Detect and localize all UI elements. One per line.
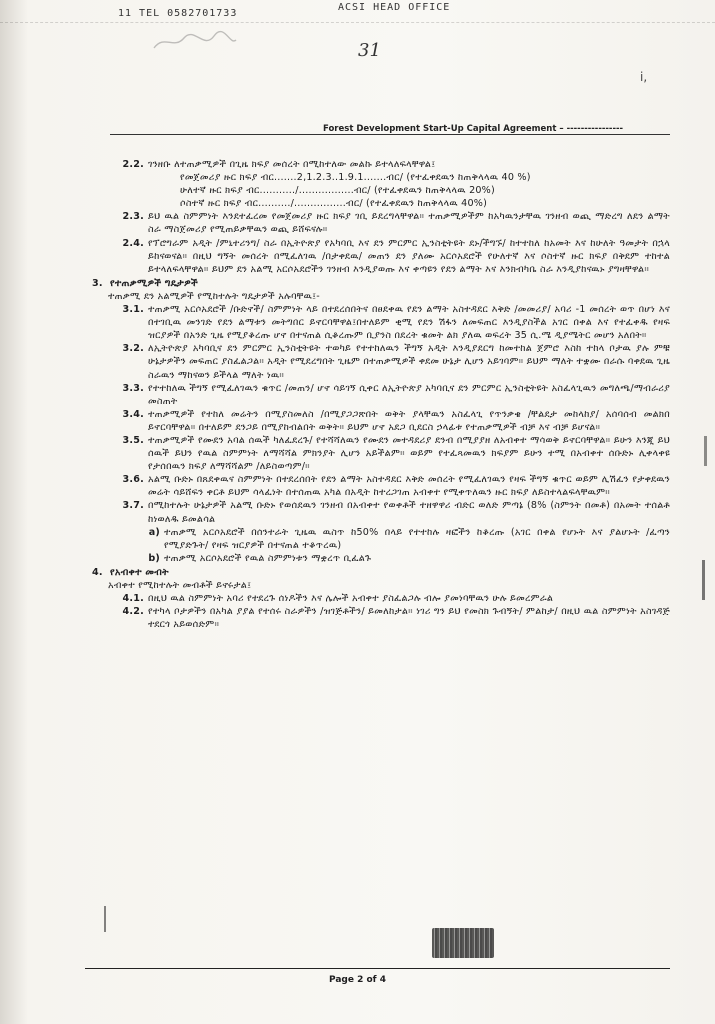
margin-mark: [104, 906, 106, 932]
fax-sender-line: 11 TEL 0582701733: [118, 8, 238, 19]
clause-text: የተተከለዉ ችግኝ የሚፈለገዉን ቁጥር /መጠን/ ሆኖ ሳይገኝ ሲቀር ለኢትዮጵያ አካባቢና ደን ምርምር ኢንስቲትዩት አስፈላጊዉን መግለጫ/ማብራሪያ መስጠት: [148, 382, 670, 407]
clause-text: ሶስተኛ ዙር ክፍያ ብር........../................ብር/ (የተፈቀደዉን ከጠቅላላዉ 40%): [180, 198, 488, 210]
clause-number: 2.4.: [122, 237, 144, 249]
section-heading: [90, 566, 670, 579]
payment-line: [90, 184, 670, 197]
clause-text: በሚከተሉት ሁኔታዎች አልሚ ቡድኑ የወሰደዉን ገንዘብ በአብቀተ የወቀቶች ተዘዋዋሪ ብድር ወለድ ምጣኔ (8% (ስምንት በመቶ) በአመት ተሰልቶ ከነወለዱ ይመልሳል: [148, 500, 670, 525]
clause-text: የተጠቃሚዎች ግዴታዎች: [110, 277, 198, 289]
clause: [90, 210, 670, 236]
clause: [90, 382, 670, 408]
clause: [90, 158, 670, 171]
clause-number: 2.3.: [122, 211, 144, 223]
margin-mark: [702, 560, 705, 600]
clause-number: 2.2.: [122, 159, 144, 170]
clause-number: 3.6.: [122, 474, 144, 486]
clause-number: 3.2.: [122, 343, 144, 355]
clause: [90, 408, 670, 434]
section-intro: [90, 579, 670, 592]
section-intro: [90, 290, 670, 303]
clause-text: አልሚ ቡድኑ በጸደቀዉና ስምምነት በተደረሰበት የደን ልማት አስተዳደር እቅድ መሰረት የሚፈለገዉን የዛፍ ችግኝ ቁጥር ወይም ሊሽፈን የታቀደዉን መሬት ሳይሸፍን ቀርቶ ይህም ሳላፈነት በተሰጠዉ አካል በአዲት ከተረጋገጠ አብቀተ የሚቀጥለዉን ዙር ክፍያ ለይስተላልፍላቸዉም።: [148, 474, 670, 499]
clause: [90, 605, 670, 631]
clause-number: 4.1.: [122, 593, 144, 605]
sub-clause: [90, 552, 670, 565]
clause-text: የመጀመሪያ ዙር ክፍያ ብር.......2,1.2.3..1.9.1.......ብር/ (የተፈቀደዉን ከጠቅላላዉ 40 %): [180, 172, 531, 184]
clause-text: በዚህ ዉል ስምምነት አባሪ የተደረጉ ሰነዶችን እና ሌሎች አብቀተ ያስፈልጋሉ ብሎ ያመነባቸዉን ሁሉ ይመረምራል: [148, 593, 554, 605]
section-heading: [90, 277, 670, 290]
payment-line: [90, 197, 670, 210]
clause-number: b): [148, 552, 160, 564]
clause-number: 4.2.: [122, 606, 144, 618]
clause-number: 3.5.: [122, 434, 144, 446]
clause-text: ተጠቃሚዎች የተከለ መሬትን በሚያስመለስ /በሚያጋጋጽበት ወቅት ያላቸዉን አስፈላጊ የጥንቃቄ /ቸልደታ መከላከያ/ አሰባሰብ መልክበ ይኖርባቸዋል። በተለይም ደንጋይ በሚያከብልበት ወቅት። ይህም ሆኖ አደጋ ቢደርስ ኃላፊቱ የተጠቃሚዎች ብቻ እና ብቻ ይሆናል።: [148, 408, 670, 433]
handwritten-page-number: 31: [358, 40, 381, 61]
footer-rule: [85, 968, 670, 969]
clause-text: ተጠቃሚዎች የሙደን አባል ሰዉች ካለፈደረጉ/ የተሻሻለዉን የሙደን መተዳደሪያ ደንብ በሚያያዘ ለአብቀተ ማሳወቅ ይኖርባቸዋል። ይሁን እንጂ ይህ ሰዉች ይህን የዉል ስምምነት ለማሻሻል ምክንያት ሊሆን አይችልም። ወይም የተፈጻመዉን ክፍያም ይሁን ተሚ በአብቀተ ሰቡድኑ ሊቀላቀዩ የታሰበዉን ክፍያ ለማሻሻልም /ለይስወጣም/።: [148, 434, 670, 473]
clause-text: ተጠቃሚ አርሶአደሮች /ቡድኖች/ ስምምነት ላይ በተደረሰበትና በፀደቀዉ የደን ልማት አስተዳደር እቅድ /መመሪያ/ አባሪ -1 መሰረት ወጥ በሆነ እና በተገቢዉ መንገድ የደን ልማቱን መትግበር ይኖርባቸዋል፤በተለይም ቂሚ የደን ሽፋን ለመፍጠር እንዲያስችል አገር በቀል እና የተፈቀዱ የዛፍ ዝርያዎች በአንድ ጊዜ የሚያቆረጡ ሆኖ በተናጠል ሲቆረጡም ቢያንስ በደረት ቁመት ልክ ያለዉ ወፍረት 35 ሲ.ሜ ዲያሜትር መሆን አለበት።: [148, 304, 670, 342]
clause: [90, 499, 670, 525]
clause-number: a): [148, 526, 160, 538]
clause-text: ተጠቃሚ አርሶአደሮች የዉል ስምምነቱን ማቋረጥ ቢፈልጉ: [164, 552, 372, 564]
clause-text: ለኢትዮጵያ አካባቢና ደን ምርምር ኢንስቲትዩት ተወካይ የተተከለዉን ችግኝ አዲት እንዲያደርግ ከመተከል ጀምሮ እስከ ተከላ ቦታዉ ያሉ ምቹ ሁኔታዎችን መፍጠር ያስፈልጋል። አዲት የሚደረግበት ጊዜም በተጠቃሚዎች ቀደመ ሁኔታ ሊሆን አይገባም። ይህም ማለት ተቋሙ በራሱ ባቀደዉ ጊዜ ስራዉን ማከናወን ይችላል ማለት ነዉ።: [148, 343, 670, 381]
scan-smudge: [432, 928, 494, 958]
agreement-header-title: Forest Development Start-Up Capital Agreement – ----------------: [323, 124, 624, 134]
clause: [90, 237, 670, 276]
clause-text: ተጠቃሚ ደን አልሚዎች የሚከተሉት ግዴታዎች አሉባቸዉ፤-: [108, 290, 320, 302]
payment-line: [90, 171, 670, 184]
clause-text: ገንዘቡ ለተጠቃሚዎች በጊዜ ክፍያ መሰረት በሚከተለው መልኩ ይተላለፍላቸዋል፤: [148, 159, 436, 170]
clause: [90, 434, 670, 473]
faint-stamp-mark: [150, 28, 240, 56]
clause: [90, 342, 670, 381]
clause-text: አብቀተ የሚከተሉት መብቶች ይኖሩታል፤: [108, 580, 252, 591]
clause-text: የአብቀተ መብት: [110, 566, 169, 578]
clause-number: 3.1.: [122, 304, 144, 316]
clause-number: 3.: [92, 277, 103, 289]
clause: [90, 592, 670, 605]
document-body: [90, 158, 670, 631]
clause: [90, 303, 670, 342]
clause: [90, 473, 670, 499]
sub-clause: [90, 526, 670, 552]
fax-office-label: ACSI HEAD OFFICE: [338, 2, 451, 13]
clause-text: የተካላ ቦታዎችን በአካል ያያል የተሰሩ ስራዎችን /ዝገጅቶችን/ ይመለከታል። ነገሪ ግን ይህ የመስክ ጉብኝት/ ምልከታ/ በዚህ ዉል ስምምነት አስገዳጅ ተደርጎ አይወሰድም።: [148, 606, 670, 631]
corner-mark: i,: [640, 70, 648, 84]
clause-text: ሁለተኛ ዙር ክፍያ ብር.........../.................ብር/ (የተፈቀደዉን ከጠቅላላዉ 20%): [180, 185, 495, 197]
clause-text: ይህ ዉል ስምምነት እንደተፈረመ የመጀመሪያ ዙር ክፍያ ገቢ ይደረግላቸዋል። ተጠቃሚዎችም ከአካዉንታቸዉ ገንዘብ ወጪ ማድረግ ለደን ልማት ስራ ማስጀመሪያ የሚጠይቃቸዉን ወጪ ይሸፍናሉ።: [148, 211, 670, 236]
margin-mark: [704, 436, 707, 466]
clause-text: የፕሮግራም አዲት /ምኒተሪንግ/ ስራ በኢትዮጵያ የአካባቢ እና ደን ምርምር ኢንስቲትዩት ደኑ/ችግኙ/ ከተተከለ ከአመት እና ከሁለት ዓመታት በኋላ ይከናወናል። በዚህ ግኝት መሰረት በሚፈለገዉ /በታቀደዉ/ መጠን ደን ያለሙ አርሶአደሮች የሁለተኛ እና ሶስተኛ ዙር ክፍያ በቅደም ተከተል ይተላለፍላቸዋል። ይህም ደን አልሚ አርሶአደሮችን ገንዘብ እንዲያወጡ እና ቀጣዩን የደን ልማት እና እንክብካቤ ስራ እንዲያከናዉኑ ያግዛቸዋል።: [148, 237, 670, 275]
clause-number: 3.4.: [122, 408, 144, 420]
page-number: Page 2 of 4: [329, 975, 386, 985]
clause-number: 4.: [92, 566, 103, 578]
clause-text: ተጠቃሚ አርሶአደሮች በሰንተራት ጊዜዉ ዉስጥ ከ50% በላይ የተተከሉ ዛፎችን ከቆረጡ (አገር በቀል የሆኑት እና ያልሆኑት /ፈጣን የሚያድጉት/ የዛፍ ዝርያዎች በተናጠል ተቆጥረዉ): [164, 526, 670, 551]
clause-number: 3.7.: [122, 500, 144, 512]
header-rule: [110, 134, 670, 135]
clause-number: 3.3.: [122, 382, 144, 394]
